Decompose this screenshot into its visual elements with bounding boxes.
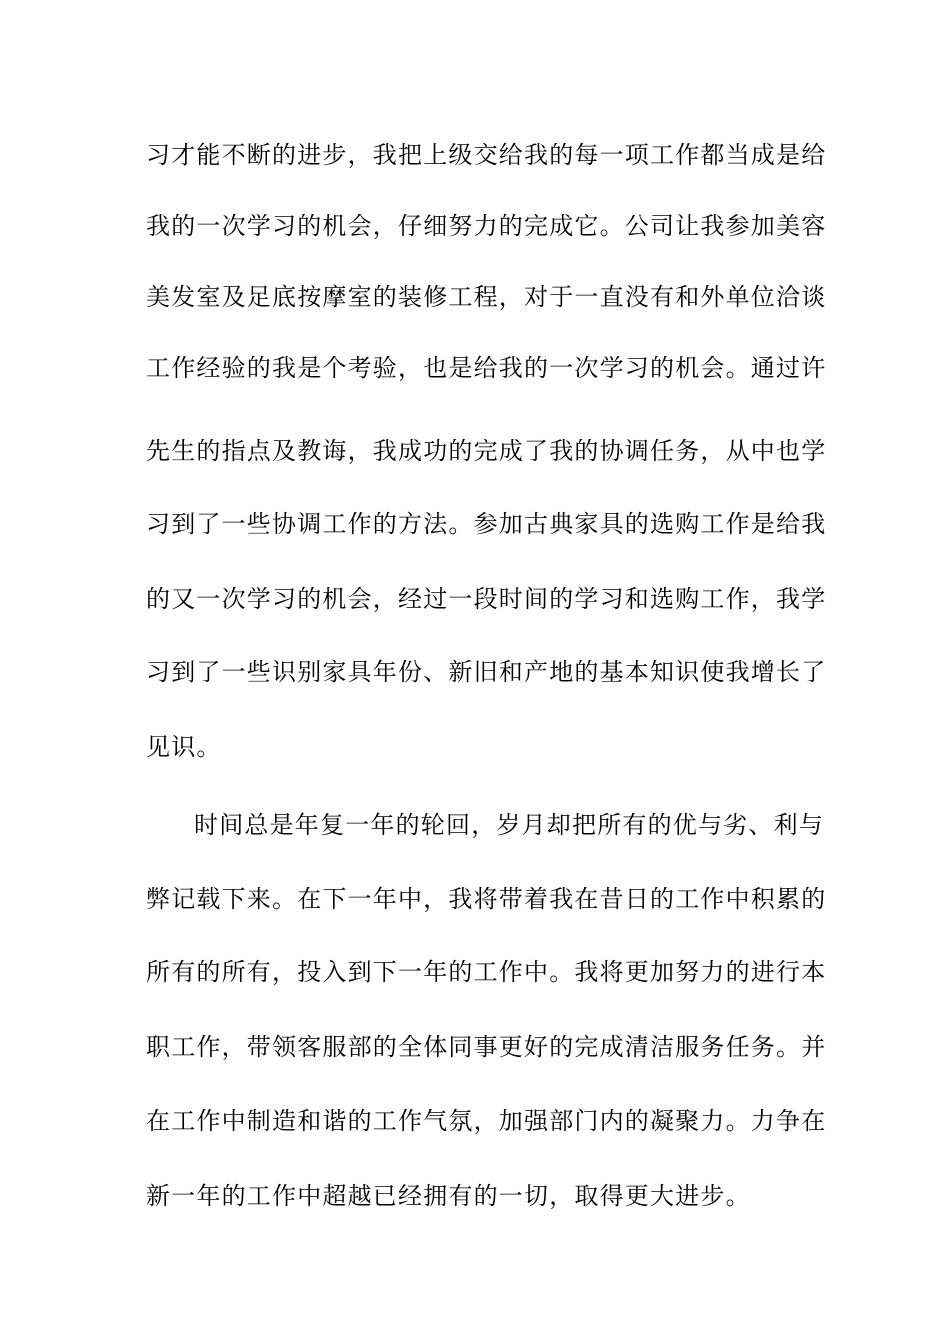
text-line: 见识。 [146,733,222,761]
text-line: 弊记载下来。在下一年中，我将带着我在昔日的工作中积累的 [146,885,827,913]
text-line: 的又一次学习的机会，经过一段时间的学习和选购工作，我学 [146,585,827,613]
text-line: 我的一次学习的机会，仔细努力的完成它。公司让我参加美容 [146,212,827,240]
text-line: 先生的指点及教诲，我成功的完成了我的协调任务，从中也学 [146,437,827,465]
text-line: 在工作中制造和谐的工作气氛，加强部门内的凝聚力。力争在 [146,1107,827,1135]
text-line: 习到了一些识别家具年份、新旧和产地的基本知识使我增长了 [146,658,827,686]
text-line: 新一年的工作中超越已经拥有的一切，取得更大进步。 [146,1182,751,1210]
text-line: 所有的所有，投入到下一年的工作中。我将更加努力的进行本 [146,958,827,986]
text-line: 美发室及足底按摩室的装修工程，对于一直没有和外单位洽谈 [146,283,827,311]
text-line: 工作经验的我是个考验，也是给我的一次学习的机会。通过许 [146,354,827,382]
text-line: 职工作，带领客服部的全体同事更好的完成清洁服务任务。并 [146,1033,827,1061]
text-line: 习才能不断的进步，我把上级交给我的每一项工作都当成是给 [146,141,827,169]
paragraph-first-line: 时间总是年复一年的轮回，岁月却把所有的优与劣、利与 [194,811,824,839]
text-line: 习到了一些协调工作的方法。参加古典家具的选购工作是给我 [146,510,827,538]
